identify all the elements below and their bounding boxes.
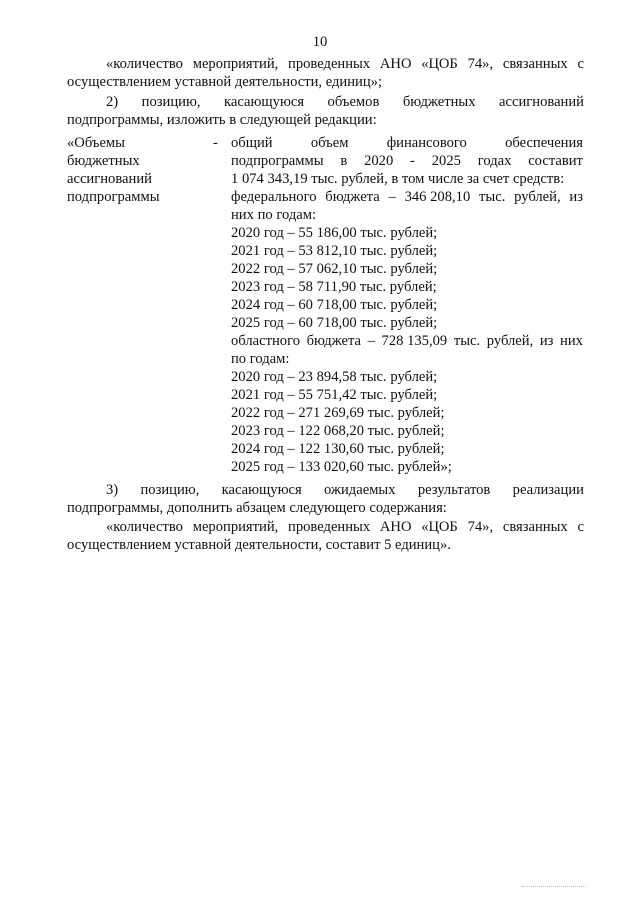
word: «количество (106, 519, 183, 535)
word: проведенных (288, 519, 371, 535)
word: годах (477, 153, 512, 169)
table-label-line: ассигнований (67, 171, 152, 187)
regional-line2: по годам: (231, 351, 290, 367)
word: ожидаемых (323, 482, 396, 498)
word: «ЦОБ (421, 519, 458, 535)
para1-line1 (106, 55, 584, 73)
word: рублей, (514, 189, 561, 205)
word: 3) (106, 482, 119, 498)
word: - (410, 153, 415, 169)
table-content-line1 (231, 134, 583, 152)
table-content-line4 (231, 188, 583, 206)
para3-line2: подпрограммы, дополнить абзацем следующего содержания: (67, 500, 447, 516)
word: подпрограммы (231, 153, 324, 169)
word: связанных (502, 519, 568, 535)
federal-year-line: 2022 год – 57 062,10 тыс. рублей; (231, 261, 438, 277)
regional-year-line: 2021 год – 55 751,42 тыс. рублей; (231, 387, 438, 403)
word: общий (231, 135, 273, 151)
word: проведенных (288, 56, 371, 72)
word: объем (310, 135, 349, 151)
regional-year-line: 2022 год – 271 269,69 тыс. рублей; (231, 405, 445, 421)
word: АНО (379, 519, 412, 535)
word: реализации (512, 482, 584, 498)
regional-year-line: 2020 год – 23 894,58 тыс. рублей; (231, 369, 438, 385)
table-label-line: подпрограммы (67, 189, 160, 205)
word: касающуюся (224, 94, 305, 110)
word: тыс. (453, 333, 481, 349)
word: 74», (467, 56, 494, 72)
word: – (367, 333, 375, 349)
federal-year-line: 2021 год – 53 812,10 тыс. рублей; (231, 243, 438, 259)
para2-line1 (106, 93, 584, 111)
word: результатов (417, 482, 491, 498)
word: 346 208,10 (404, 189, 471, 205)
word: областного (231, 333, 300, 349)
word: мероприятий, (192, 56, 279, 72)
word: – (388, 189, 396, 205)
para4-line1 (106, 518, 584, 536)
federal-year-line: 2025 год – 60 718,00 тыс. рублей; (231, 315, 438, 331)
word: 2) (106, 94, 119, 110)
word: обеспечения (505, 135, 583, 151)
word: бюджетных (402, 94, 476, 110)
word: с (577, 519, 584, 535)
federal-year-line: 2020 год – 55 186,00 тыс. рублей; (231, 225, 438, 241)
federal-year-line: 2023 год – 58 711,90 тыс. рублей; (231, 279, 437, 295)
word: 2020 (364, 153, 394, 169)
para4-line2: осуществлением уставной деятельности, составит 5 единиц». (67, 537, 451, 553)
word: рублей, (486, 333, 534, 349)
word: позицию, (140, 482, 200, 498)
word: АНО (379, 56, 412, 72)
word: связанных (502, 56, 568, 72)
word: 74», (467, 519, 494, 535)
table-label-line: бюджетных (67, 153, 140, 169)
word: составит (528, 153, 583, 169)
para3-line1 (106, 481, 584, 499)
table-content-line5: них по годам: (231, 207, 317, 223)
table-content-line2 (231, 152, 583, 170)
regional-year-line: 2024 год – 122 130,60 тыс. рублей; (231, 441, 445, 457)
word: ассигнований (499, 94, 584, 110)
word: бюджета (306, 333, 362, 349)
page-number: 10 (312, 34, 328, 50)
word: них (560, 333, 583, 349)
table-dash: - (213, 135, 218, 151)
regional-year-line: 2023 год – 122 068,20 тыс. рублей; (231, 423, 445, 439)
word: «ЦОБ (421, 56, 458, 72)
word: из (569, 189, 583, 205)
word: объемов (327, 94, 380, 110)
word: в (340, 153, 348, 169)
word: федерального (231, 189, 317, 205)
word: позицию, (141, 94, 201, 110)
word: касающуюся (221, 482, 302, 498)
federal-year-line: 2024 год – 60 718,00 тыс. рублей; (231, 297, 438, 313)
word: 2025 (431, 153, 461, 169)
para2-line2: подпрограммы, изложить в следующей редакции: (67, 112, 377, 128)
word: «количество (106, 56, 183, 72)
word: с (577, 56, 584, 72)
word: 728 135,09 (381, 333, 448, 349)
table-label-line: «Объемы (67, 135, 125, 151)
word: бюджета (325, 189, 380, 205)
word: мероприятий, (192, 519, 279, 535)
word: тыс. (479, 189, 506, 205)
para1-line2: осуществлением уставной деятельности, единиц»; (67, 74, 383, 90)
footer-scan-mark (522, 886, 586, 888)
word: финансового (386, 135, 467, 151)
word: из (539, 333, 554, 349)
regional-line1 (231, 332, 583, 350)
regional-year-line: 2025 год – 133 020,60 тыс. рублей»; (231, 459, 452, 475)
table-content-line3: 1 074 343,19 тыс. рублей, в том числе за счет средств: (231, 171, 565, 187)
